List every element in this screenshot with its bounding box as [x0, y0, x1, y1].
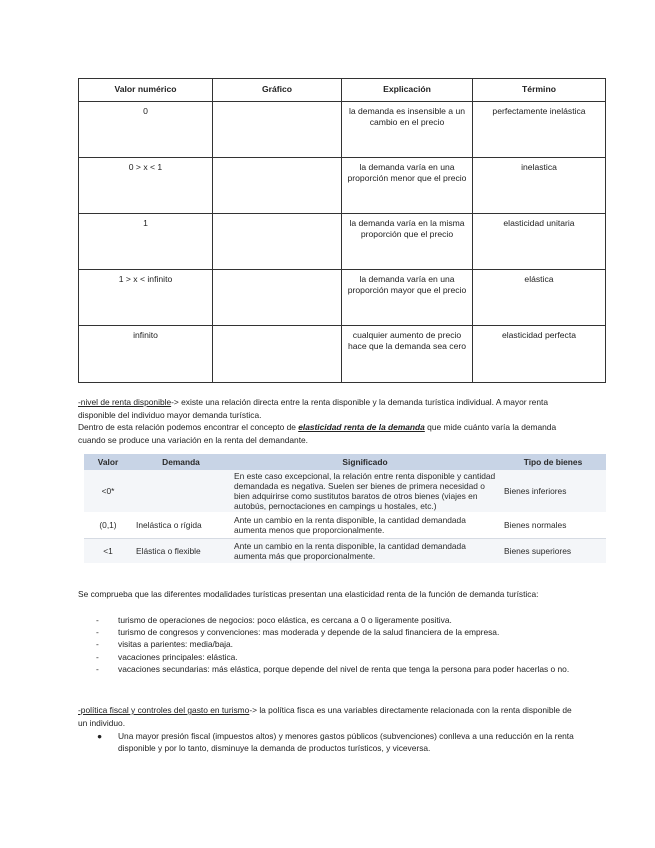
- list-item-text: vacaciones secundarias: más elástica, porque depende del nivel de renta que tenga la persona para poder hacerlas o no.: [118, 663, 570, 674]
- paragraph-text: Dentro de esta relación podemos encontrar el concepto de: [78, 422, 299, 432]
- cell-valor: <0*: [84, 470, 132, 512]
- table-row: [79, 270, 606, 326]
- bullet-icon: ●: [97, 731, 103, 741]
- header-valor: Valor numérico: [79, 79, 213, 102]
- header-explicacion: Explicación: [342, 79, 473, 102]
- paragraph-politica-fiscal: [78, 704, 580, 729]
- cell-valor: (0,1): [84, 512, 132, 539]
- list-item-text: visitas a parientes: media/baja.: [118, 639, 233, 650]
- paragraph-text: -> existe una relación directa entre la renta disponible y la demanda turística individual. A mayor renta disponible del individuo mayor demanda turística.: [78, 397, 548, 420]
- list-marker: -: [96, 615, 99, 625]
- table-row: [79, 326, 606, 383]
- list-marker: -: [96, 639, 99, 650]
- cell-explicacion: la demanda varía en la misma proporción que el precio: [342, 214, 473, 270]
- list-marker: -: [96, 627, 99, 638]
- header-significado: Significado: [230, 454, 500, 470]
- cell-demanda: Inelástica o rígida: [132, 512, 230, 539]
- table-row: [79, 158, 606, 214]
- header-grafico: Gráfico: [213, 79, 342, 102]
- table-row: [79, 214, 606, 270]
- cell-valor: 1 > x < infinito: [79, 270, 213, 326]
- cell-grafico: [213, 158, 342, 214]
- paragraph-text: que mide cuánto varía la demanda cuando se produce una variación en la renta del demandante.: [78, 422, 557, 445]
- table-row: [84, 539, 606, 564]
- cell-valor: 0 > x < 1: [79, 158, 213, 214]
- list-item-text: vacaciones principales: elástica.: [118, 651, 238, 662]
- header-tipo-bienes: Tipo de bienes: [500, 454, 606, 470]
- cell-significado: En este caso excepcional, la relación entre renta disponible y cantidad demandada es negativa. Suelen ser bienes de primera necesidad o bien adquirirse como sustitutos baratos de otros bienes (viajes en autobús, pernoctaciones en campings u hostales, etc.): [230, 470, 500, 512]
- paragraph-renta-disponible: [78, 396, 580, 421]
- list-marker: -: [96, 663, 99, 674]
- list-marker: -: [96, 651, 99, 662]
- cell-grafico: [213, 214, 342, 270]
- cell-termino: elasticidad perfecta: [473, 326, 606, 383]
- table-header-row: [84, 454, 606, 470]
- header-termino: Término: [473, 79, 606, 102]
- paragraph-text: -> la política fisca es una variables directamente relacionada con la renta disponible de un individuo.: [78, 705, 572, 728]
- list-item: [78, 651, 578, 663]
- cell-significado: Ante un cambio en la renta disponible, la cantidad demandada aumenta menos que proporcionalmente.: [230, 512, 500, 539]
- cell-valor: 1: [79, 214, 213, 270]
- cell-explicacion: la demanda varía en una proporción menor que el precio: [342, 158, 473, 214]
- cell-tipo: Bienes inferiores: [500, 470, 606, 512]
- cell-demanda: [132, 470, 230, 512]
- list-item-text: turismo de operaciones de negocios: poco elástica, es cercana a 0 o ligeramente positiva.: [118, 615, 452, 625]
- paragraph-elasticidad-renta: [78, 421, 580, 446]
- list-item-text: Una mayor presión fiscal (impuestos altos) y menores gastos públicos (subvenciones) conlleva a una reducción en la renta disponible y por lo tanto, disminuye la demanda de productos turísticos, y viceversa.: [118, 731, 574, 754]
- table-header-row: [79, 79, 606, 102]
- cell-significado: Ante un cambio en la renta disponible, la cantidad demandada aumenta más que proporcionalmente.: [230, 539, 500, 564]
- header-valor: Valor: [84, 454, 132, 470]
- list-item: [78, 730, 578, 754]
- cell-termino: perfectamente inelástica: [473, 102, 606, 158]
- elasticity-price-table: [78, 78, 606, 383]
- table-row: [84, 470, 606, 512]
- cell-explicacion: la demanda varía en una proporción mayor que el precio: [342, 270, 473, 326]
- list-item: [78, 626, 578, 638]
- cell-valor: 0: [79, 102, 213, 158]
- modalidades-list: [78, 614, 578, 675]
- header-demanda: Demanda: [132, 454, 230, 470]
- cell-valor: <1: [84, 539, 132, 564]
- cell-termino: elasticidad unitaria: [473, 214, 606, 270]
- cell-tipo: Bienes superiores: [500, 539, 606, 564]
- key-term: elasticidad renta de la demanda: [298, 422, 425, 432]
- heading-politica-fiscal: -política fiscal y controles del gasto en turismo: [78, 705, 250, 715]
- list-item: [78, 663, 578, 675]
- cell-explicacion: cualquier aumento de precio hace que la demanda sea cero: [342, 326, 473, 383]
- cell-termino: elástica: [473, 270, 606, 326]
- list-item-text: turismo de congresos y convenciones: mas moderada y depende de la salud financiera de la empresa.: [118, 627, 500, 638]
- elasticity-income-table: [84, 454, 606, 563]
- politica-fiscal-list: [78, 730, 578, 754]
- cell-termino: inelastica: [473, 158, 606, 214]
- cell-grafico: [213, 326, 342, 383]
- list-item: [78, 614, 578, 626]
- heading-renta-disponible: -nivel de renta disponible: [78, 397, 172, 407]
- cell-tipo: Bienes normales: [500, 512, 606, 539]
- paragraph-modalidades: Se comprueba que las diferentes modalidades turísticas presentan una elasticidad renta de la función de demanda turística:: [78, 589, 539, 599]
- cell-grafico: [213, 102, 342, 158]
- list-item: [78, 638, 578, 650]
- table-row: [79, 102, 606, 158]
- cell-valor: infinito: [79, 326, 213, 383]
- cell-explicacion: la demanda es insensible a un cambio en el precio: [342, 102, 473, 158]
- table-row: [84, 512, 606, 539]
- cell-demanda: Elástica o flexible: [132, 539, 230, 564]
- cell-grafico: [213, 270, 342, 326]
